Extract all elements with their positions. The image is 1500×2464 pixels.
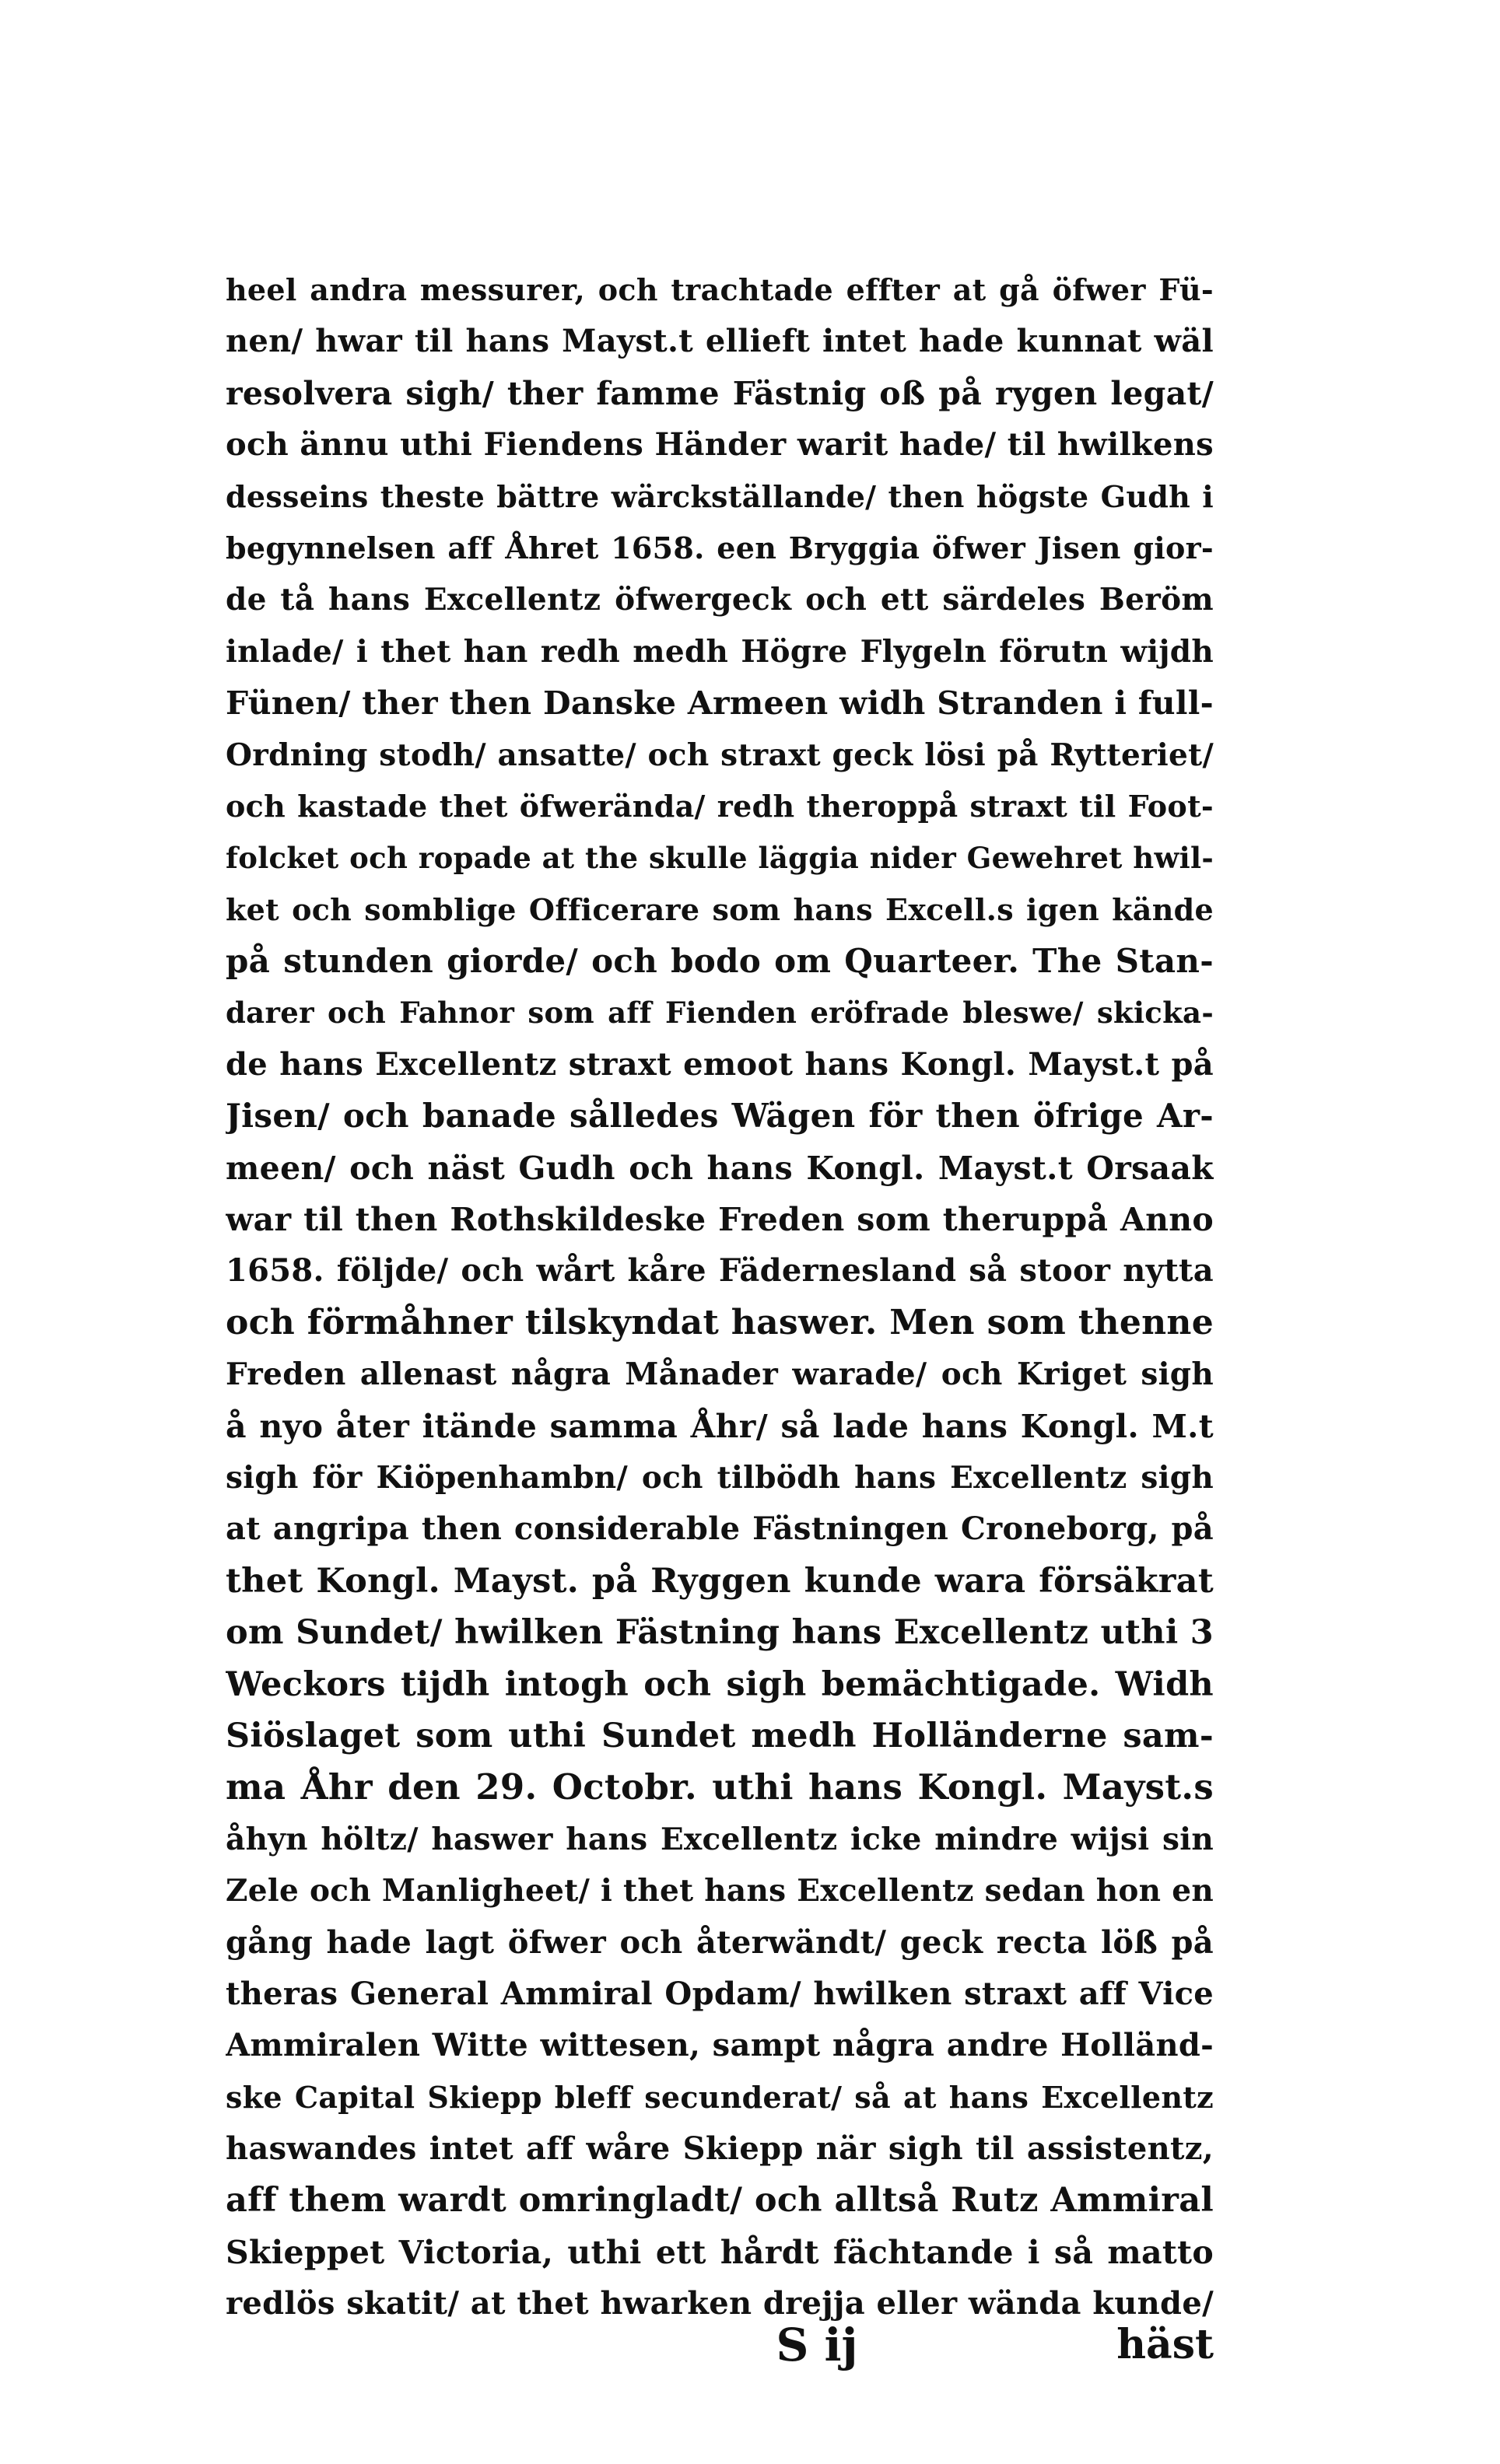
text-line: om Sundet/ hwilken Fästning hans Excellentz uthi 3 xyxy=(226,1613,1214,1653)
text-line: gång hade lagt öfwer och återwändt/ geck recta löß på xyxy=(226,1923,1214,1961)
text-line: ma Åhr den 29. Octobr. uthi hans Kongl. Mayst.s xyxy=(226,1766,1214,1808)
text-line: de tå hans Excellentz öfwergeck och ett särdeles Beröm xyxy=(226,582,1214,618)
text-line: resolvera sigh/ ther famme Fästnig oß på rygen legat/ xyxy=(226,374,1214,412)
text-line: Zele och Manligheet/ i thet hans Excellentz sedan hon en xyxy=(226,1873,1214,1909)
text-line: theras General Ammiral Opdam/ hwilken straxt aff Vice xyxy=(226,1975,1214,2012)
text-line: Freden allenast några Månader warade/ och Kriget sigh xyxy=(226,1356,1214,1393)
text-line: Ordning stodh/ ansatte/ och straxt geck lösi på Rytteriet/ xyxy=(226,737,1214,773)
text-line: Jisen/ och banade sålledes Wägen för then öfrige Ar- xyxy=(226,1097,1214,1136)
text-line: thet Kongl. Mayst. på Ryggen kunde wara försäkrat xyxy=(226,1561,1214,1601)
text-line: 1658. följde/ och wårt kåre Fädernesland så stoor nytta xyxy=(226,1252,1214,1290)
text-line: war til then Rothskildeske Freden som theruppå Anno xyxy=(226,1201,1214,1239)
text-line: at angripa then considerable Fästningen Croneborg, på xyxy=(226,1510,1214,1548)
text-line: på stunden giorde/ och bodo om Quarteer. The Stan- xyxy=(226,942,1214,981)
text-line: de hans Excellentz straxt emoot hans Kongl. Mayst.t på xyxy=(226,1045,1214,1083)
text-line: redlös skatit/ at thet hwarken drejja eller wända kunde/ xyxy=(226,2285,1214,2322)
text-line: nen/ hwar til hans Mayst.t ellieft intet hade kunnat wäl xyxy=(226,323,1214,360)
text-line: desseins theste bättre wärckställande/ then högste Gudh i xyxy=(226,478,1214,514)
text-line: Ammiralen Witte wittesen, sampt några andre Holländ- xyxy=(226,2027,1214,2064)
text-line: åhyn höltz/ haswer hans Excellentz icke mindre wijsi sin xyxy=(226,1821,1214,1857)
catchword: häst xyxy=(1116,2321,1214,2368)
page-footer xyxy=(226,2314,1214,2376)
text-line: begynnelsen aff Åhret 1658. een Bryggia öfwer Jisen gior- xyxy=(226,530,1214,565)
text-line: sigh för Kiöpenhambn/ och tilbödh hans Excellentz sigh xyxy=(226,1459,1214,1496)
text-line: Skieppet Victoria, uthi ett hårdt fächtande i så matto xyxy=(226,2233,1214,2271)
text-line: ket och somblige Officerare som hans Excell.s igen kände xyxy=(226,891,1214,927)
body-text xyxy=(226,264,1214,2330)
text-line: och förmåhner tilskyndat haswer. Men som thenne xyxy=(226,1302,1214,1342)
text-line: och ännu uthi Fiendens Händer warit hade/ til hwilkens xyxy=(226,426,1214,464)
text-line: Weckors tijdh intogh och sigh bemächtigade. Widh xyxy=(226,1664,1214,1704)
text-line: å nyo åter itände samma Åhr/ så lade hans Kongl. M.t xyxy=(226,1407,1214,1445)
text-line: meen/ och näst Gudh och hans Kongl. Mayst.t Orsaak xyxy=(226,1149,1214,1187)
text-line: inlade/ i thet han redh medh Högre Flygeln förutn wijdh xyxy=(226,633,1214,670)
text-line: haswandes intet aff wåre Skiepp när sigh til assistentz, xyxy=(226,2130,1214,2168)
text-line: Siöslaget som uthi Sundet medh Holländerne sam- xyxy=(226,1716,1214,1755)
text-line: och kastade thet öfwerända/ redh theroppå straxt til Foot- xyxy=(226,788,1214,824)
text-line: darer och Fahnor som aff Fienden eröfrade bleswe/ skicka- xyxy=(226,996,1214,1031)
text-line: heel andra messurer, och trachtade effter at gå öfwer Fü- xyxy=(226,272,1214,307)
text-line: Fünen/ ther then Danske Armeen widh Stranden i full- xyxy=(226,684,1214,723)
text-line: aff them wardt omringladt/ och alltså Rutz Ammiral xyxy=(226,2181,1214,2221)
signature-mark: S ij xyxy=(776,2319,858,2371)
text-line: folcket och ropade at the skulle läggia nider Gewehret hwil- xyxy=(226,841,1214,876)
text-line: ske Capital Skiepp bleff secunderat/ så at hans Excellentz xyxy=(226,2079,1214,2115)
